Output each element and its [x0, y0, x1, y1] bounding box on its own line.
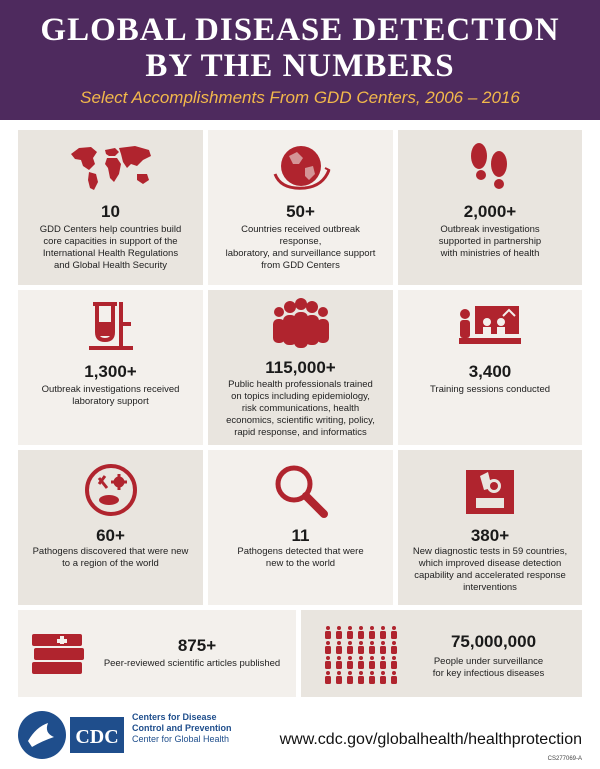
stat-number: 1,300+ — [84, 362, 137, 381]
test-tube-icon — [85, 298, 137, 352]
people-icon — [267, 298, 335, 352]
stat-card-investigations — [398, 130, 582, 285]
stat-description: GDD Centers help countries build core capacities in support of the International Health Regulations and Global Health Security — [39, 224, 182, 271]
stat-description: New diagnostic tests in 59 countries, which improved disease detection capability and accelerated response interventions — [412, 546, 568, 593]
page-subtitle: Select Accomplishments From GDD Centers, 2006 – 2016 — [80, 88, 520, 107]
stat-description: Countries received outbreak response, laboratory, and surveillance support from GDD Centers — [225, 224, 376, 271]
stat-card-diagnostic-tests — [398, 450, 582, 605]
world-map-icon — [69, 144, 153, 192]
books-icon — [30, 628, 90, 680]
stat-description: Outbreak investigations supported in partnership with ministries of health — [438, 224, 542, 259]
page-title-line2: BY THE NUMBERS — [145, 48, 455, 84]
petri-dish-icon — [83, 462, 139, 518]
stat-number: 11 — [291, 526, 310, 545]
stat-description: Public health professionals trained on topics including epidemiology, risk communications, health economics, scientific writing, policy, rapid response, and informatics — [226, 379, 375, 438]
page-title-line1: GLOBAL DISEASE DETECTION — [40, 12, 560, 48]
stat-card-pathogens-world — [208, 450, 393, 605]
svg-text:CDC: CDC — [75, 726, 119, 748]
publication-code: CS277069-A — [547, 756, 582, 762]
stat-description: Pathogens discovered that were new to a region of the world — [32, 546, 189, 569]
stat-card-professionals-trained — [208, 290, 393, 445]
cdc-logo — [18, 707, 130, 763]
cdc-org-name: Centers for Disease Control and Prevention Center for Global Health — [132, 712, 232, 744]
stat-card-training-sessions — [398, 290, 582, 445]
stat-card-articles — [18, 610, 296, 697]
stat-description: People under surveillance for key infectious diseases — [432, 656, 545, 679]
stat-number: 115,000+ — [265, 358, 336, 377]
stat-number: 2,000+ — [463, 202, 517, 221]
stat-description: Training sessions conducted — [429, 384, 551, 395]
header-banner — [0, 0, 600, 120]
stat-card-lab-support — [18, 290, 203, 445]
stat-number: 50+ — [286, 202, 315, 221]
population-icon — [323, 624, 403, 686]
stat-card-pathogens-region — [18, 450, 203, 605]
stat-number: 60+ — [96, 526, 125, 545]
stat-card-countries — [208, 130, 393, 285]
stat-card-gdd-centers — [18, 130, 203, 285]
stat-number: 875+ — [177, 636, 217, 655]
classroom-icon — [457, 302, 523, 346]
stat-number: 10 — [101, 202, 120, 221]
stat-number: 75,000,000 — [450, 632, 537, 651]
microscope-icon — [462, 460, 518, 518]
stat-card-surveillance — [301, 610, 582, 697]
magnifier-icon — [272, 462, 330, 520]
stat-description: Pathogens detected that were new to the world — [237, 546, 364, 569]
stat-number: 380+ — [470, 526, 510, 545]
stat-number: 3,400 — [468, 362, 512, 381]
footprints-icon — [465, 140, 515, 196]
footer-url[interactable]: www.cdc.gov/globalhealth/healthprotection — [279, 731, 582, 748]
globe-icon — [271, 140, 331, 194]
stat-description: Peer-reviewed scientific articles published — [103, 658, 281, 669]
stat-description: Outbreak investigations received laboratory support — [41, 384, 180, 407]
